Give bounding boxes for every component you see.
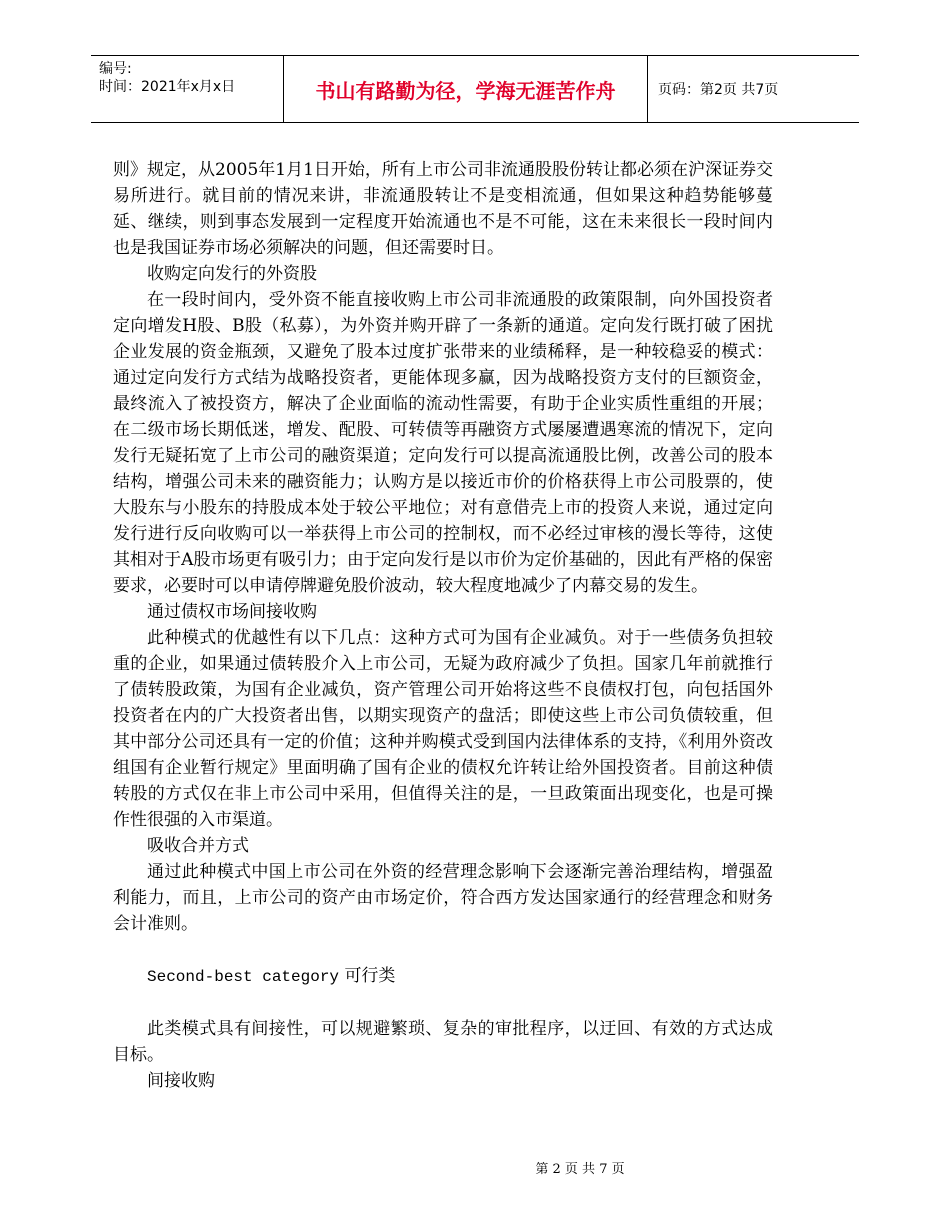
spacer <box>113 937 773 963</box>
section-heading: 通过债权市场间接收购 <box>147 602 317 622</box>
category-heading-cn: 可行类 <box>344 966 396 986</box>
category-heading-en: Second-best category <box>147 968 340 986</box>
page-footer: 第 2 页 共 7 页 <box>535 1162 625 1177</box>
category-heading <box>113 963 773 990</box>
paragraph: 则》规定，从2005年1月1日开始，所有上市公司非流通股股份转让都必须在沪深证券交易所进行。就目前的情况来讲，非流通股转让不是变相流通，但如果这种趋势能够蔓延、继续，则到事态发展到一定程度开始流通也不是不可能，这在未来很长一段时间内也是我国证券市场必须解决的问题，但还需要时日。 <box>113 160 773 258</box>
document-number-label: 编号: <box>99 61 132 77</box>
paragraph: 此类模式具有间接性，可以规避繁琐、复杂的审批程序，以迂回、有效的方式达成目标。 <box>113 1019 773 1065</box>
section-heading: 间接收购 <box>147 1071 215 1091</box>
paragraph: 在一段时间内，受外资不能直接收购上市公司非流通股的政策限制，向外国投资者定向增发H股、B股（私募），为外资并购开辟了一条新的通道。定向发行既打破了困扰企业发展的资金瓶颈，又避免了股本过度扩张带来的业绩稀释，是一种较稳妥的模式：通过定向发行方式结为战略投资者，更能体现多赢，因为战略投资方支付的巨额资金，最终流入了被投资方，解决了企业面临的流动性需要，有助于企业实质性重组的开展；在二级市场长期低迷，增发、配股、可转债等再融资方式屡屡遭遇寒流的情况下，定向发行无疑拓宽了上市公司的融资渠道；定向发行可以提高流通股比例，改善公司的股本结构，增强公司未来的融资能力；认购方是以接近市价的价格获得上市公司股票的，使大股东与小股东的持股成本处于较公平地位；对有意借壳上市的投资人来说，通过定向发行进行反向收购可以一举获得上市公司的控制权，而不必经过审核的漫长等待，这使其相对于A股市场更有吸引力；由于定向发行是以市价为定价基础的，因此有严格的保密要求，必要时可以申请停牌避免股价波动，较大程度地减少了内幕交易的发生。 <box>113 290 773 596</box>
spacer <box>113 990 773 1016</box>
page-header <box>91 55 859 123</box>
header-motto: 书山有路勤为径，学海无涯苦作舟 <box>284 56 648 122</box>
header-meta <box>91 56 284 122</box>
section-heading: 收购定向发行的外资股 <box>147 264 317 284</box>
paragraph: 通过此种模式中国上市公司在外资的经营理念影响下会逐渐完善治理结构，增强盈利能力，而且，上市公司的资产由市场定价，符合西方发达国家通行的经营理念和财务会计准则。 <box>113 862 773 934</box>
section-heading: 吸收合并方式 <box>147 836 249 856</box>
document-body <box>113 157 773 1094</box>
header-page-info: 页码：第2页 共7页 <box>658 82 779 98</box>
document-time: 时间：2021年x月x日 <box>99 79 236 95</box>
paragraph: 此种模式的优越性有以下几点：这种方式可为国有企业减负。对于一些债务负担较重的企业，如果通过债转股介入上市公司，无疑为政府减少了负担。国家几年前就推行了债转股政策，为国有企业减负，资产管理公司开始将这些不良债权打包，向包括国外投资者在内的广大投资者出售，以期实现资产的盘活；即使这些上市公司负债较重，但其中部分公司还具有一定的价值；这种并购模式受到国内法律体系的支持，《利用外资改组国有企业暂行规定》里面明确了国有企业的债权允许转让给外国投资者。目前这种债转股的方式仅在非上市公司中采用，但值得关注的是，一旦政策面出现变化，也是可操作性很强的入市渠道。 <box>113 628 773 830</box>
